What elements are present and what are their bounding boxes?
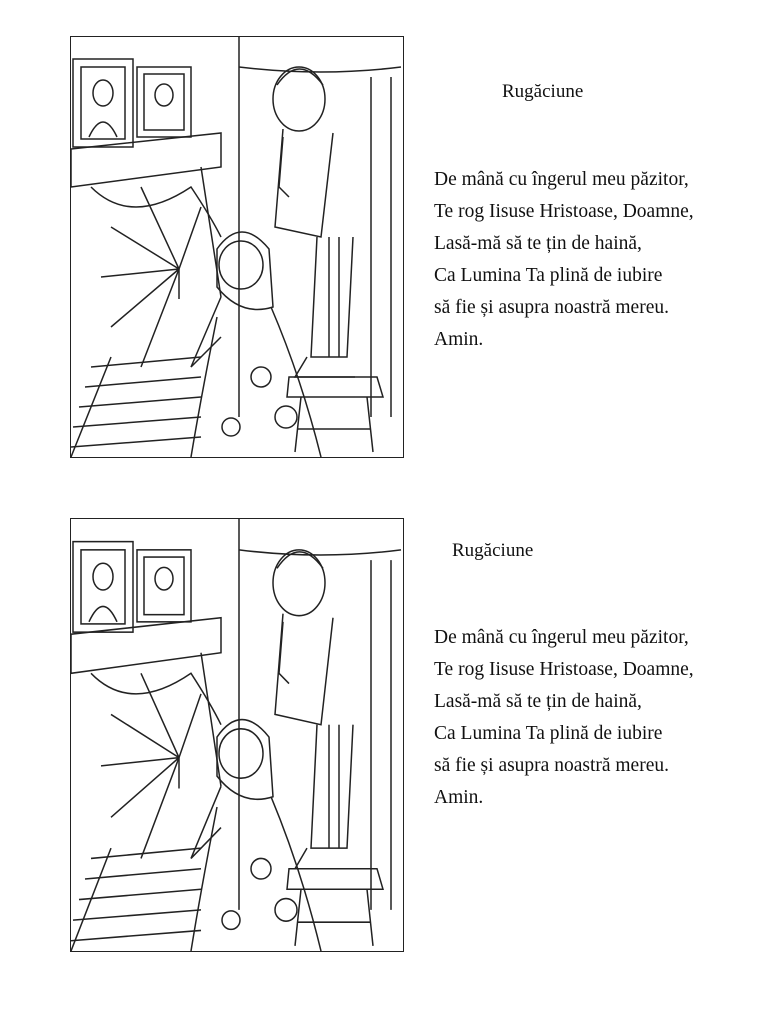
prayer-line: Te rog Iisuse Hristoase, Doamne, <box>434 659 694 680</box>
prayer-title: Rugăciune <box>502 81 584 102</box>
prayer-line: De mână cu îngerul meu păzitor, <box>434 169 689 190</box>
prayer-line: Te rog Iisuse Hristoase, Doamne, <box>434 201 694 222</box>
prayer-line: Lasă-mă să te țin de haină, <box>434 691 642 712</box>
prayer-line: De mână cu îngerul meu păzitor, <box>434 627 689 648</box>
prayer-line: Lasă-mă să te țin de haină, <box>434 233 642 254</box>
prayer-line: Amin. <box>434 329 484 350</box>
prayer-text <box>434 164 694 356</box>
prayer-title: Rugăciune <box>452 540 534 561</box>
coloring-illustration <box>70 36 404 458</box>
prayer-text <box>434 622 694 814</box>
prayer-line: Amin. <box>434 787 484 808</box>
prayer-line: să fie și asupra noastră mereu. <box>434 755 669 776</box>
children-praying-coloring-page-icon <box>71 37 403 457</box>
prayer-line: să fie și asupra noastră mereu. <box>434 297 669 318</box>
prayer-line: Ca Lumina Ta plină de iubire <box>434 265 663 286</box>
coloring-illustration <box>70 518 404 952</box>
children-praying-coloring-page-icon <box>71 519 403 951</box>
prayer-line: Ca Lumina Ta plină de iubire <box>434 723 663 744</box>
